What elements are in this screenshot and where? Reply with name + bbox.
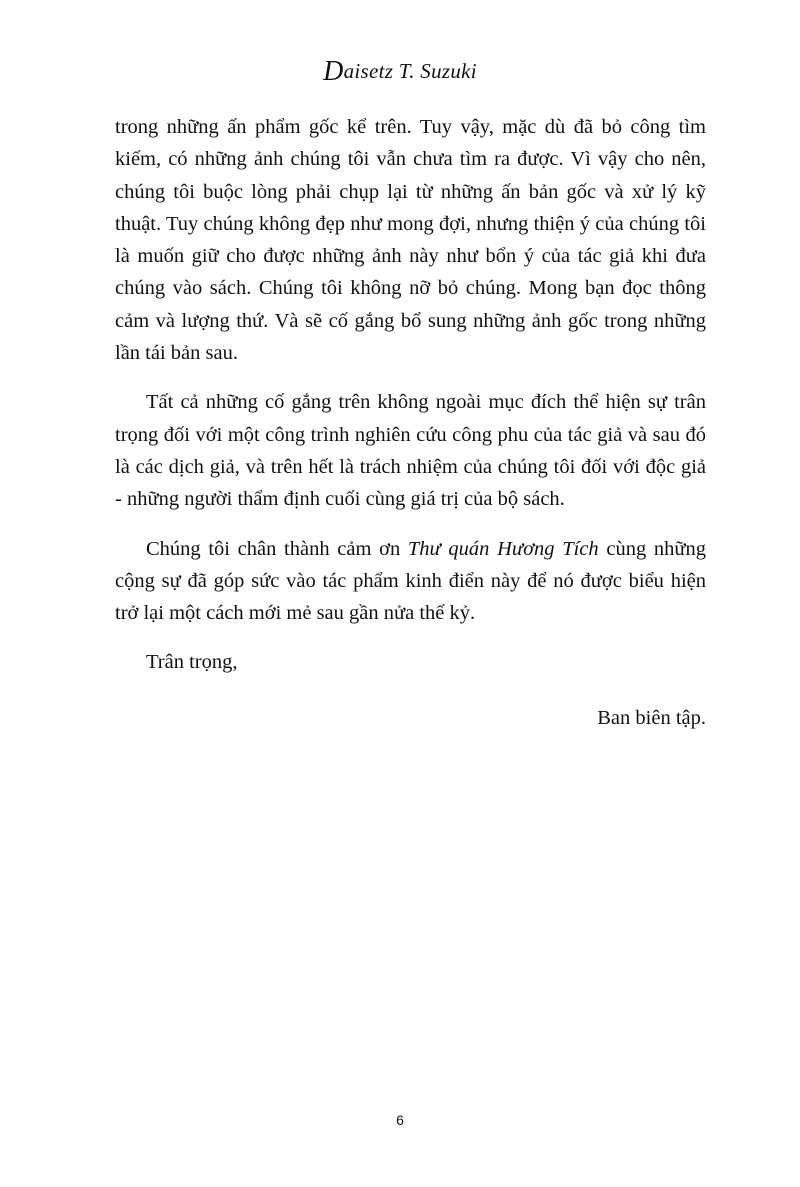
paragraph-3-start: Chúng tôi chân thành cảm ơn — [146, 537, 408, 560]
running-header — [0, 54, 800, 86]
closing-salutation: Trân trọng, — [146, 651, 238, 674]
publisher-name: Thư quán Hương Tích — [407, 537, 599, 560]
paragraph-3 — [115, 533, 706, 630]
paragraph-2: Tất cả những cố gắng trên không ngoài mục đích thể hiện sự trân trọng đối với một công trình nghiên cứu công phu của tác giả và sau đó là các dịch giả, và trên hết là trách nhiệm của chúng tôi đối với độc giả - những người thẩm định cuối cùng giá trị của bộ sách. — [115, 391, 706, 511]
header-initial: D — [323, 56, 344, 87]
body-text — [115, 111, 706, 734]
paragraph-1: trong những ấn phẩm gốc kể trên. Tuy vậy, mặc dù đã bỏ công tìm kiếm, có những ảnh chúng tôi vẫn chưa tìm ra được. Vì vậy cho nên, chúng tôi buộc lòng phải chụp lại từ những ấn bản gốc và xử lý kỹ thuật. Tuy chúng không đẹp như mong đợi, nhưng thiện ý của chúng tôi là muốn giữ cho được những ảnh này như bổn ý của tác giả khi đưa chúng vào sách. Chúng tôi không nỡ bỏ chúng. Mong bạn đọc thông cảm và lượng thứ. Và sẽ cố gắng bổ sung những ảnh gốc trong những lần tái bản sau. — [115, 116, 706, 365]
signature: Ban biên tập. — [597, 706, 706, 729]
page-number: 6 — [396, 1112, 404, 1128]
header-author: aisetz T. Suzuki — [343, 59, 477, 83]
paragraph-3-end: cùng những cộng sự đã góp sức vào tác phẩm kinh điển này để nó được biểu hiện trở lại một cách mới mẻ sau gần nửa thế kỷ. — [115, 537, 706, 625]
